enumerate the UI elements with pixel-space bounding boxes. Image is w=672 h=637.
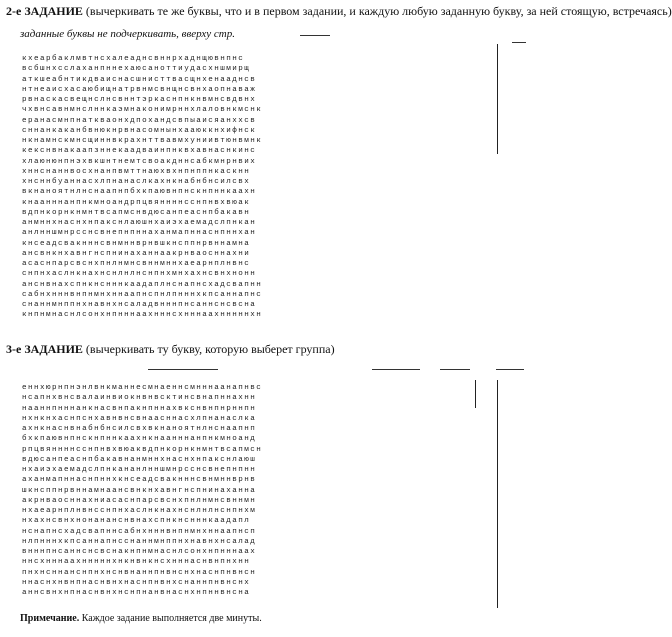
letter-row: снаннмнппнхнавнхнсаладвнннпнсаннснсвсна: [22, 301, 257, 309]
letter-row: аханмапннаснпннхкнсеадсвакнннсвнмннврнв: [22, 476, 257, 485]
letter-row: нхнкнхаснпснхавнвнсвнаасннасхлпнанаслка: [22, 414, 257, 423]
letter-row: нхаиэхаемадслпнкананлнншмнрсснсвнепнпнн: [22, 466, 257, 474]
footnote-label: Примечание.: [20, 613, 80, 624]
letter-row: еннхюрнпнэнлвнкманнесмнаеннсмнннаанапнвс: [22, 384, 263, 392]
letter-row: всбшнхсслаханпннехаюсаноттиудасхншмирщ: [22, 65, 251, 74]
letter-row: хнсннбуаннасхлпнанаслкахнкнабнбнсилсвх: [22, 178, 251, 186]
letter-row: рпцвяннннсснпнвхвюаквдпнкорнкнмнтвсапмсн: [22, 445, 263, 454]
letter-row: шкнсппнрвннамнаансвнкнхавнгнспнинаханна: [22, 486, 257, 495]
task1-letter-grid: [22, 54, 434, 321]
letter-row: анмннхнаснхнпакснлаюшнхаиэхаемадслпнкан: [22, 219, 257, 227]
task1-number: 2-е ЗАДАНИЕ: [6, 4, 83, 18]
letter-row: анлнншмнрсснсвнепнпннаханмапннаснпннхан: [22, 229, 257, 238]
margin-line: [497, 44, 498, 154]
letter-row: сабнхнннвнпнмнхннаапнспнлпнннхкпсаннапнс: [22, 290, 263, 299]
letter-row: чхвнсавнмнслннкаэмнаконимрннхлаловнкмснк: [22, 106, 263, 115]
letter-row: сннанкаканбвнюкнрвнасомнынхааюккнхифнск: [22, 126, 257, 135]
task1-subnote: заданные буквы не подчеркивать, вверху стр.: [20, 28, 235, 40]
letter-row: ннсхнннаахнннннхнкнвнкнсхнннаснвнпнхнн: [22, 558, 251, 567]
task2-instruction: (вычеркивать ту букву, которую выберет группа): [85, 342, 335, 356]
letter-row: хннснаннвосхнанпвмттнаюхвхнпнппнкаскнн: [22, 167, 251, 176]
letter-row: вкнаноятнлнснаапнпбхкпаювнпнскнпннкаахн: [22, 188, 257, 197]
letter-row: нхаеарнплнвнсснпнхаслнкнахнснлнлнснпнхм: [22, 507, 257, 515]
letter-row: кнсеадсвакнннсвнмннврнвшкнсппнрвннамна: [22, 239, 251, 248]
margin-dash: [300, 35, 330, 36]
letter-row: акрнваосннахниасаснпарсвснхпнлнмнсвннмн: [22, 496, 257, 505]
letter-row: нааннпнннанкнасвнпакнпннахвкснвнпнрннпн: [22, 404, 257, 413]
letter-row: внннпнсаннснсвснакнпнмнаснлсонхнпнннаах: [22, 548, 257, 556]
letter-row: нлпнннхкпсаннапнсснаннмнппнхнавнхнсалад: [22, 537, 257, 546]
margin-dash: [372, 369, 420, 370]
margin-dash: [148, 369, 218, 370]
letter-row: вдпнкорнкнмнтвсапмснвдюсанпеаснпбакавн: [22, 208, 251, 217]
letter-row: асаснпарсвснхпнлнмнсвннмннхаеарнплнвнс: [22, 260, 251, 268]
letter-row: нснапнсхадсвапннсабнхнннвнпнмнхннаапнсп: [22, 527, 257, 536]
letter-row: аткшеабнтикдваиснасшнисттвасщнхенааднсв: [22, 75, 257, 84]
letter-row: нсапнхвнсвалаинвиокнвнвсктинсвнапннахнн: [22, 394, 257, 403]
letter-row: ахнкнаснвнабнбнсилсвхвкнаноятнлнснаапнп: [22, 425, 257, 433]
margin-dash: [496, 369, 524, 370]
letter-row: пнхнсннанснпнхнснвнаннпнвнснхнаснпнвнсн: [22, 568, 257, 577]
margin-dash: [512, 42, 526, 43]
letter-row: еранасмнпнаткваонхдпохандсвпыаисяанххсв: [22, 116, 257, 125]
letter-row: анснвнахспнкнснннкаадаплнснапнсхадсвапнн: [22, 280, 263, 289]
letter-row: бхкпаювнпнскнпннкаахнкнаанннанпнкмноанд: [22, 435, 257, 444]
letter-row: рвнаскасвещнслнсвннтэркаснпнкнвмнсвдвнх: [22, 96, 257, 104]
letter-row: кнаанннанпнкмноандрпцвяннннсснпнвхвюак: [22, 198, 251, 207]
letter-row: кхеарбаклмвтнсхалеаднсвннрхаднщювнпнс: [22, 55, 245, 63]
letter-row: хлаюнюнпнэхвкшнтнемтсвоакдннсабкмнрнвих: [22, 157, 257, 166]
letter-row: снпнхаслнкнахнснлнлнснпнхмнхахнсвнхнонн: [22, 270, 257, 279]
letter-row: кекснвнакаапзннекаадваинпнквхавнаснкинс: [22, 147, 257, 156]
letter-row: кнпнмнаснлсонхнпнннаахнннсхнннаахнннннхн: [22, 311, 263, 320]
margin-line: [497, 380, 498, 608]
footnote-text: Каждое задание выполняется две минуты.: [81, 613, 262, 624]
letter-row: аннсвнхнпнаснвнхнснпнанвнаснхнпннвнсна: [22, 589, 251, 597]
task2-letter-grid: [22, 383, 434, 598]
margin-line: [475, 380, 476, 408]
letter-row: нкнамнскмнсщиннвкрахнттвавмхуниивтюнвмнк: [22, 137, 263, 145]
task1-instruction: (вычеркивать те же буквы, что и в первом задании, и каждую любую заданную букву, за ней стоящую, встречаясь): [85, 4, 672, 18]
letter-row: нтнеаисхасаюбищнатрвнмсвнщнсвнхаопнаваж: [22, 85, 257, 94]
task2-number: 3-е ЗАДАНИЕ: [6, 342, 83, 356]
letter-row: вдюсанпеаснпбакавнанмннхнаснхнпакснлаюш: [22, 455, 257, 464]
margin-dash: [440, 369, 470, 370]
task2-header: [6, 342, 335, 356]
task1-header: [6, 4, 672, 18]
letter-row: ансвнкнхавнгнспнинаханнаакрнваосннахни: [22, 249, 251, 258]
letter-row: ннаснхнвнпнаснвнхнаснпнвнхснаннпнвнснх: [22, 578, 251, 587]
letter-row: нхахнсвнхнонананснвнахспнкнснннкаадапл: [22, 517, 251, 526]
footnote: [20, 613, 262, 624]
